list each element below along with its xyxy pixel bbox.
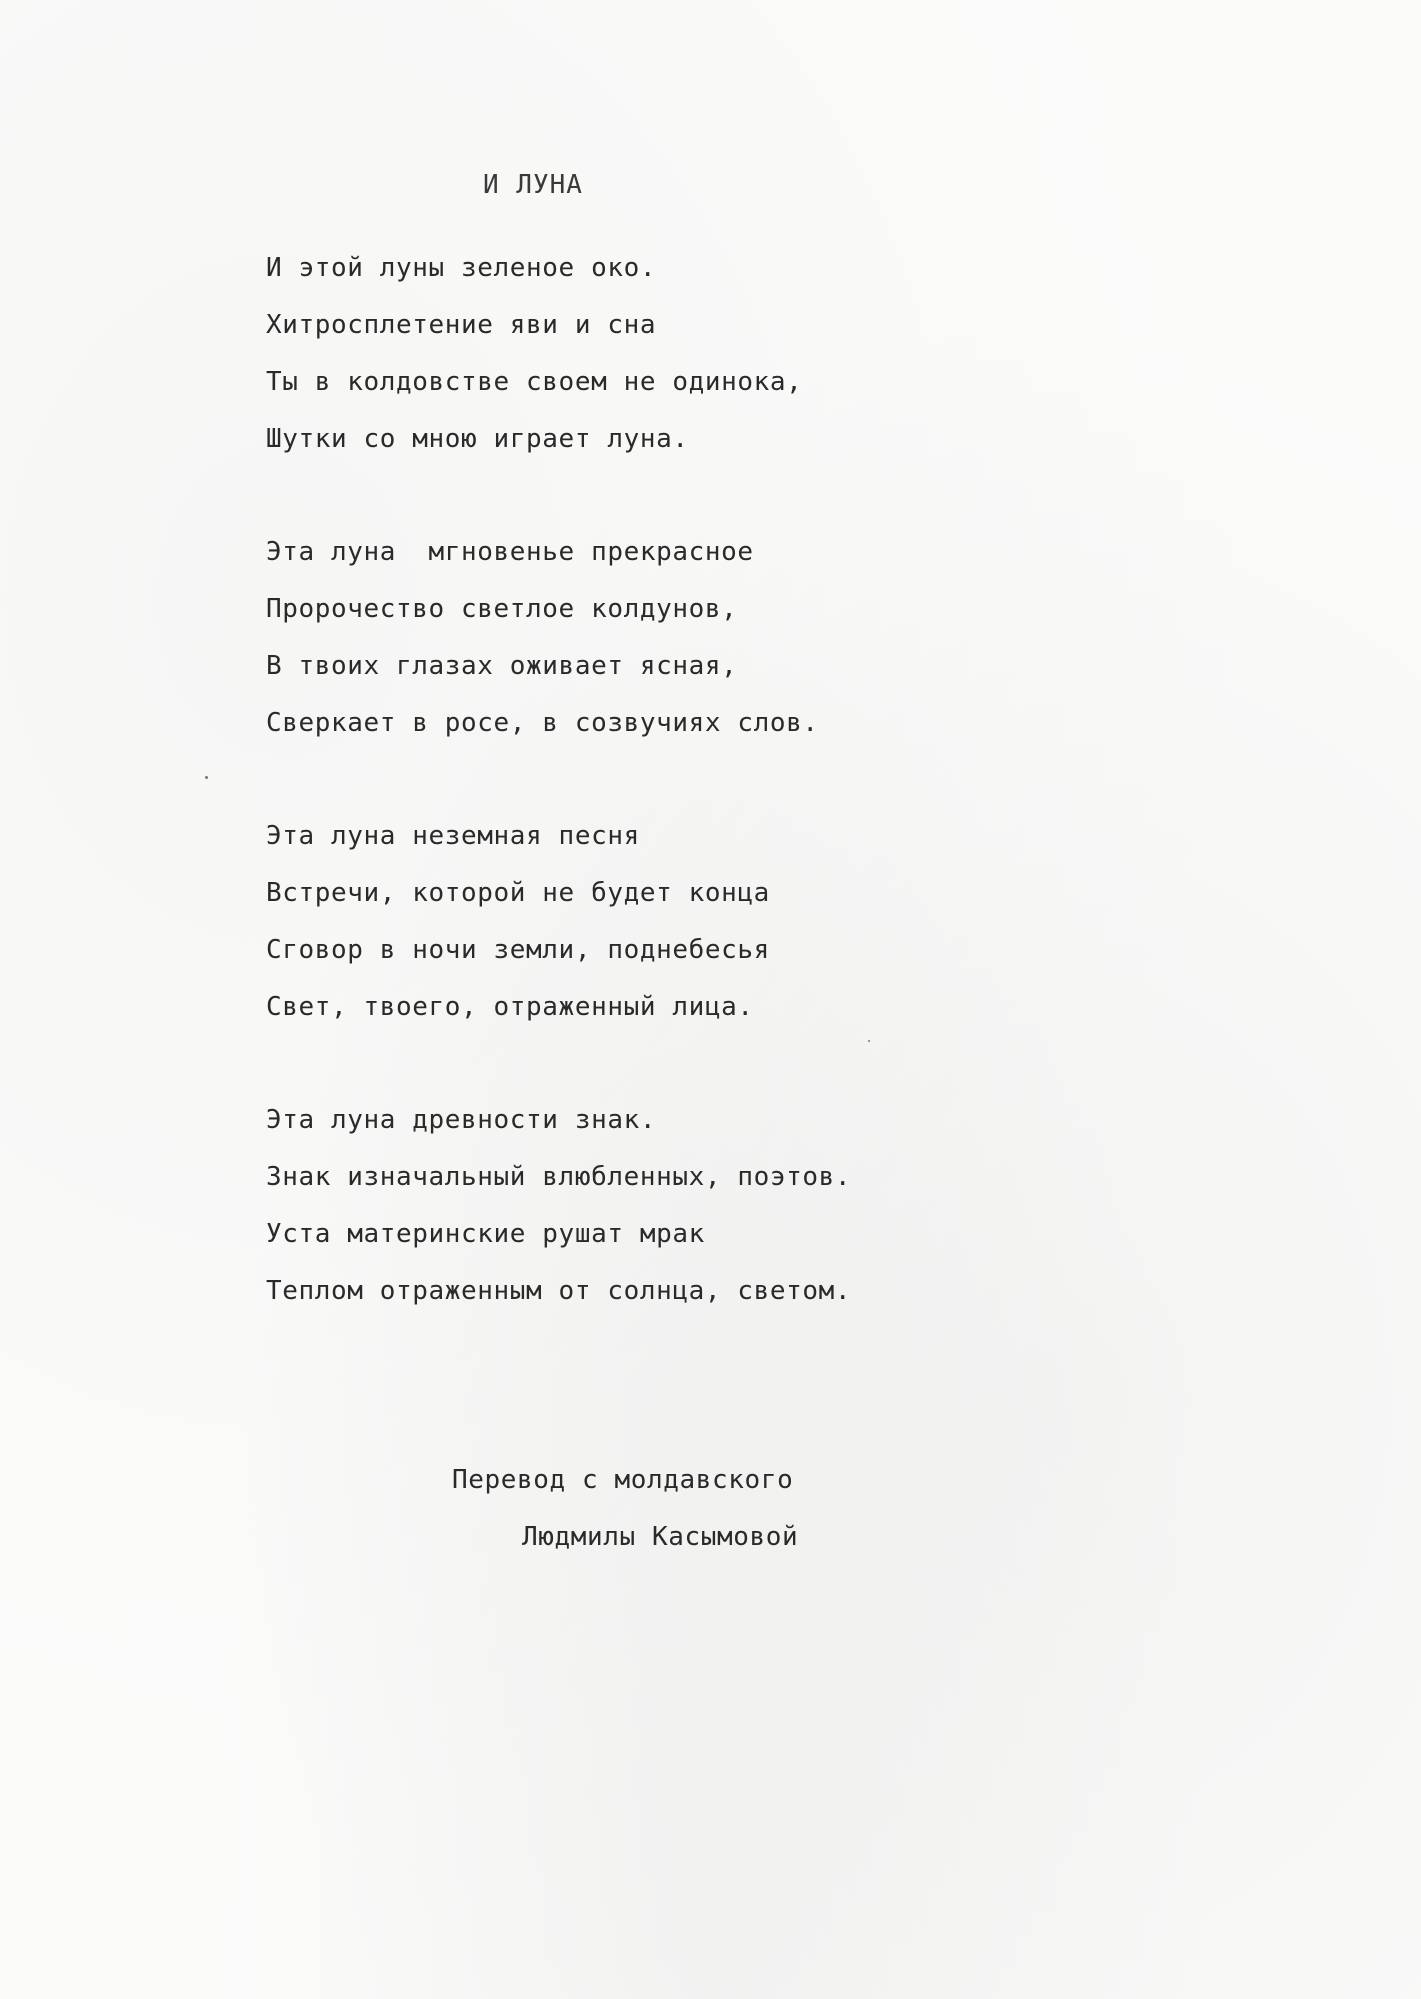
poem-title: И ЛУНА <box>483 170 583 200</box>
stanza-3 <box>266 808 1266 1036</box>
poem-line: Ты в колдовстве своем не одинока, <box>266 367 803 397</box>
poem-line: Свет, твоего, отраженный лица. <box>266 992 754 1022</box>
credit-translator-name: Людмилы Касымовой <box>522 1522 799 1552</box>
poem-line: Эта луна неземная песня <box>266 821 640 851</box>
paper-speck <box>868 1040 870 1042</box>
poem-line: Пророчество светлое колдунов, <box>266 594 738 624</box>
poem-line: Хитросплетение яви и сна <box>266 310 657 340</box>
poem-body <box>266 240 1266 1376</box>
poem-line: Теплом отраженным от солнца, светом. <box>266 1276 852 1306</box>
stanza-1 <box>266 240 1266 468</box>
poem-line: Встречи, которой не будет конца <box>266 878 770 908</box>
credit-translation-note: Перевод с молдавского <box>452 1465 794 1495</box>
poem-line: Эта луна древности знак. <box>266 1105 657 1135</box>
translation-credit <box>452 1452 798 1566</box>
poem-line: В твоих глазах оживает ясная, <box>266 651 738 681</box>
poem-line: Эта луна мгновенье прекрасное <box>266 537 754 567</box>
poem-line: Шутки со мною играет луна. <box>266 424 689 454</box>
poem-line: Сговор в ночи земли, поднебесья <box>266 935 770 965</box>
stanza-2 <box>266 524 1266 752</box>
poem-line: Уста материнские рушат мрак <box>266 1219 705 1249</box>
stanza-4 <box>266 1092 1266 1320</box>
paper-speck <box>205 776 208 779</box>
poem-line: Знак изначальный влюбленных, поэтов. <box>266 1162 852 1192</box>
poem-line: И этой луны зеленое око. <box>266 253 657 283</box>
poem-line: Сверкает в росе, в созвучиях слов. <box>266 708 819 738</box>
